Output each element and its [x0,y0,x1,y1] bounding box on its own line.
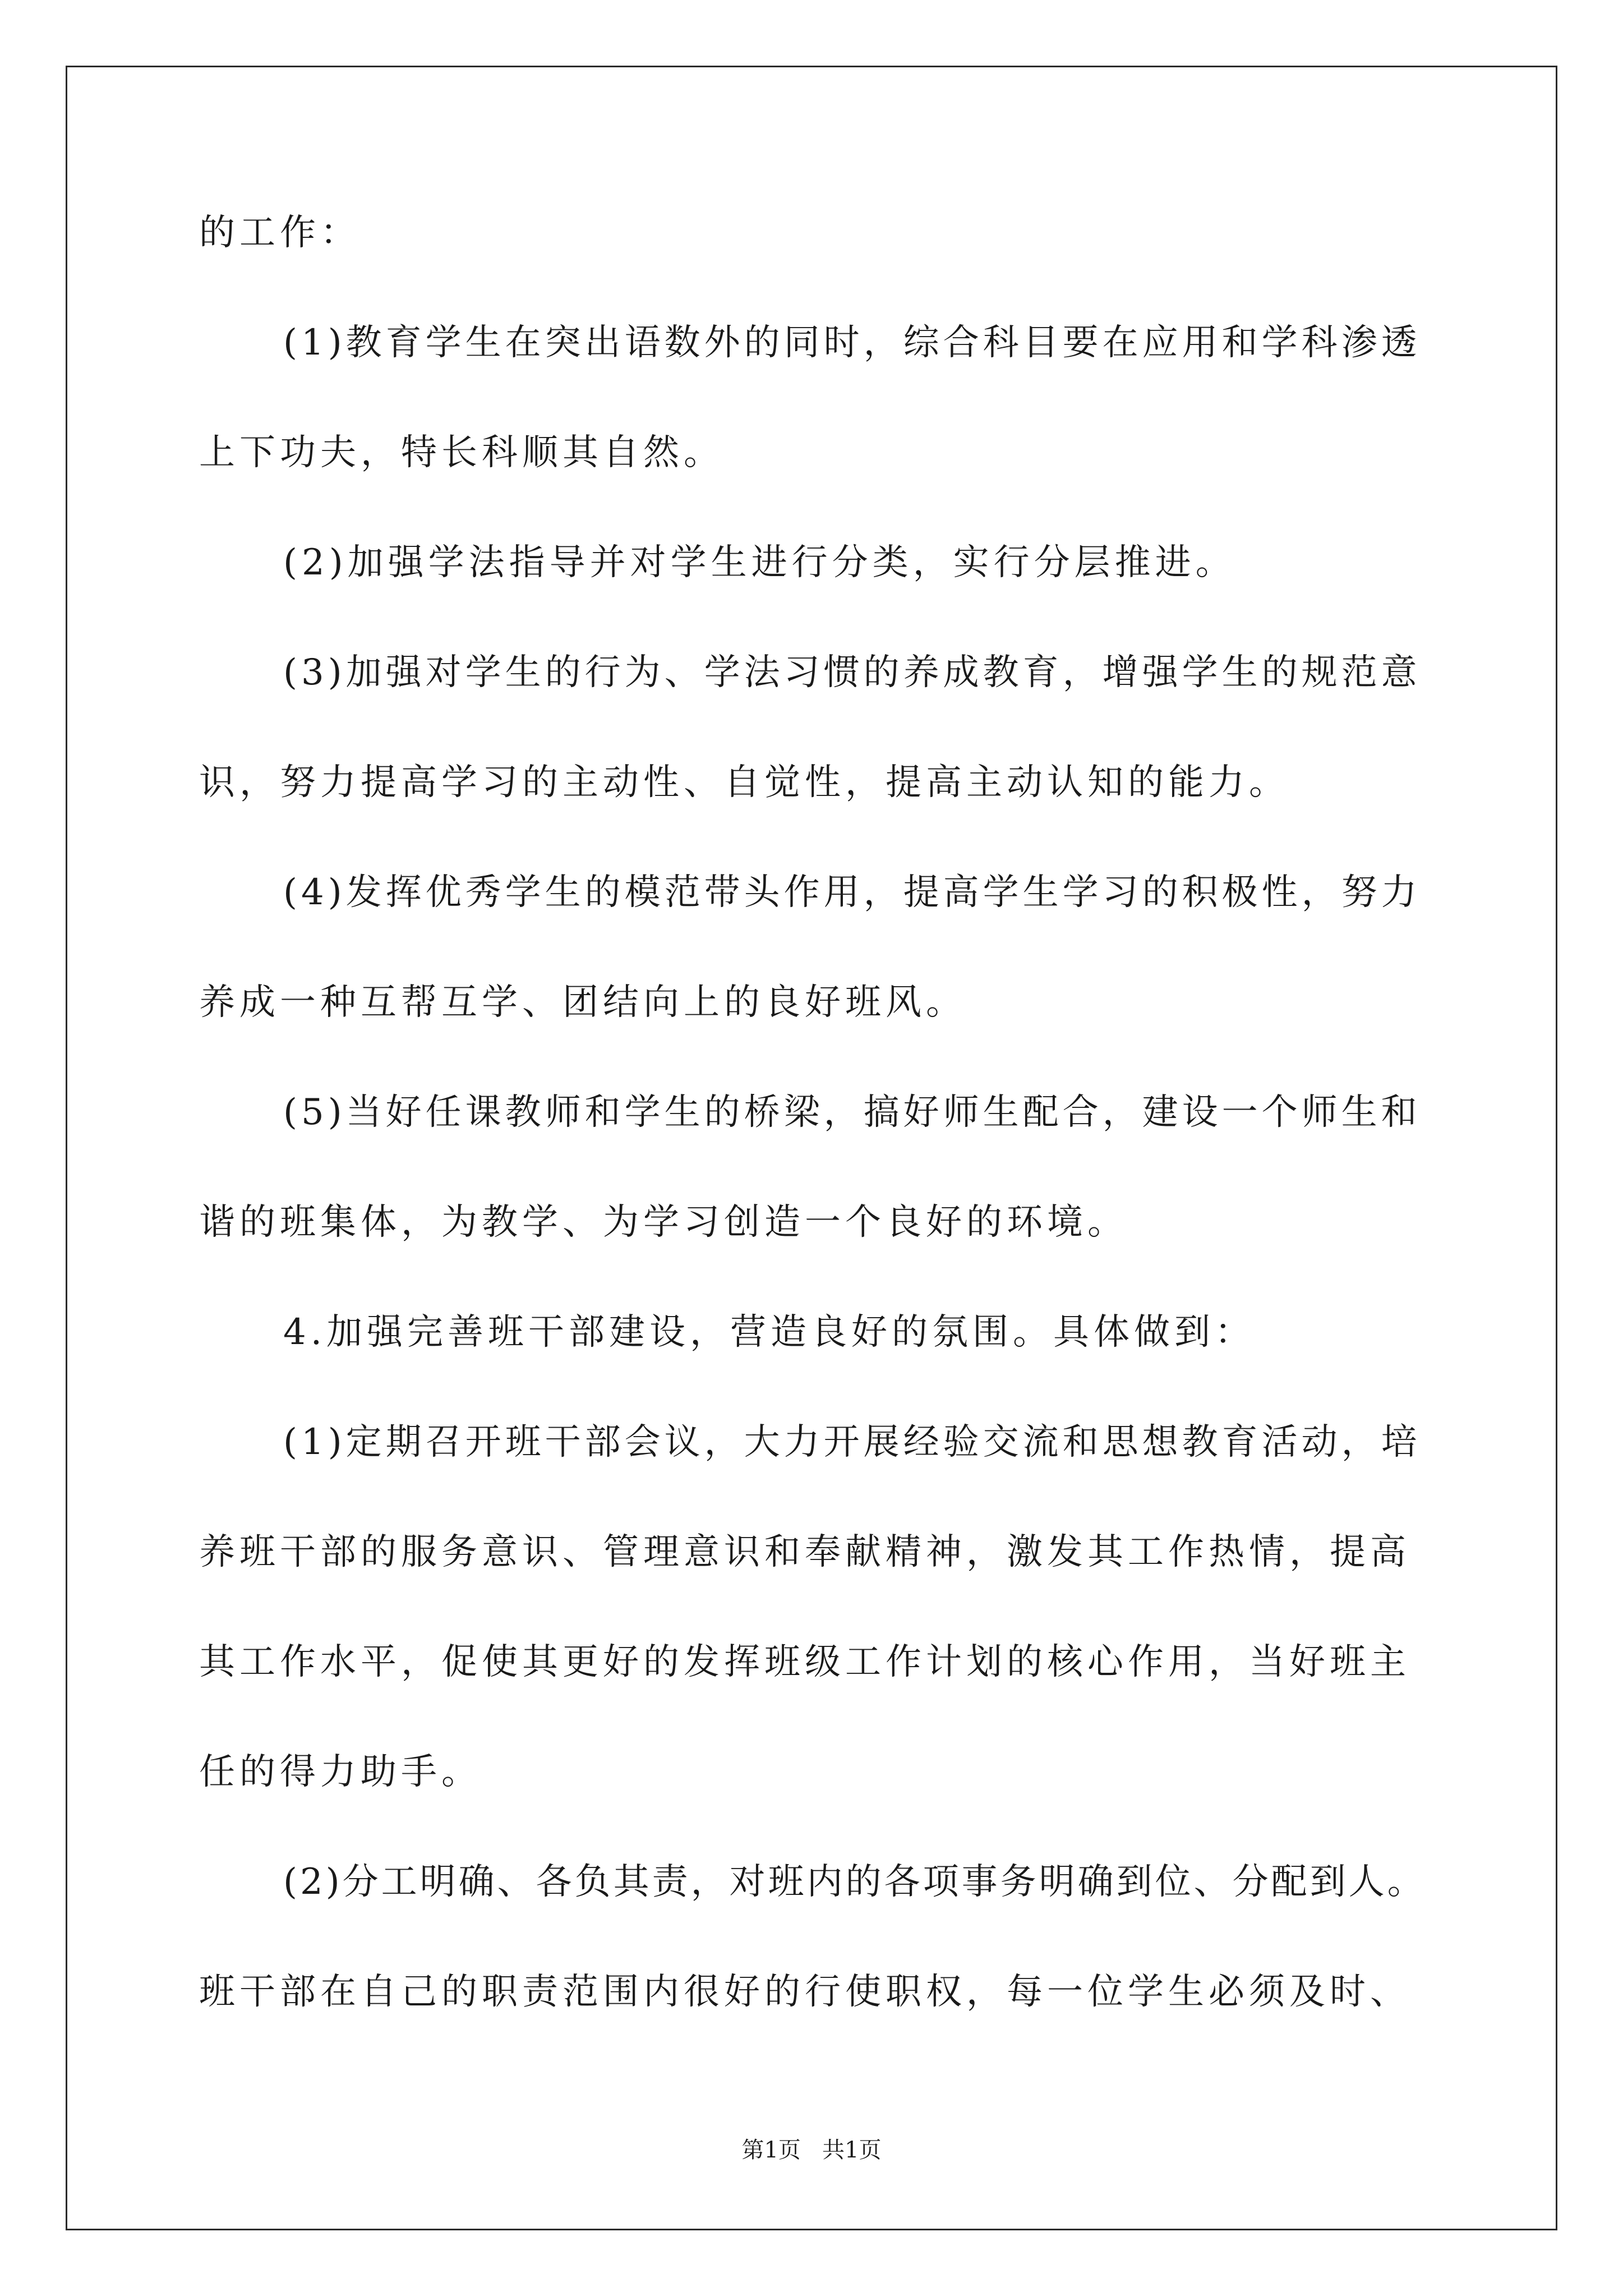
text-line: 养成一种互帮互学、团结向上的良好班风。 [199,982,966,1023]
text-line: (2)加强学法指导并对学生进行分类，实行分层推进。 [283,542,1236,583]
text-line: (1)定期召开班干部会议，大力开展经验交流和思想教育活动，培 [283,1421,1421,1463]
text-line: 谐的班集体，为教学、为学习创造一个良好的环境。 [199,1202,1128,1243]
page-frame [66,66,1557,2230]
page-number: 第1页 共1页 [741,2137,882,2163]
text-line: 其工作水平，促使其更好的发挥班级工作计划的核心作用，当好班主 [199,1641,1410,1683]
text-line: (5)当好任课教师和学生的桥梁，搞好师生配合，建设一个师生和 [283,1092,1421,1133]
text-line: 4.加强完善班干部建设，营造良好的氛围。具体做到： [283,1312,1256,1353]
text-line: (4)发挥优秀学生的模范带头作用，提高学生学习的积极性，努力 [283,872,1421,913]
text-line: 的工作： [199,212,361,254]
text-line: 任的得力助手。 [199,1751,482,1793]
text-line: 识，努力提高学习的主动性、自觉性，提高主动认知的能力。 [199,762,1289,803]
text-line: 养班干部的服务意识、管理意识和奉献精神，激发其工作热情，提高 [199,1531,1410,1573]
text-line: (3)加强对学生的行为、学法习惯的养成教育，增强学生的规范意 [283,652,1421,693]
text-line: 上下功夫，特长科顺其自然。 [199,432,724,473]
text-line: 班干部在自己的职责范围内很好的行使职权，每一位学生必须及时、 [199,1971,1410,2013]
text-line: (1)教育学生在突出语数外的同时，综合科目要在应用和学科渗透 [283,322,1421,364]
text-line: (2)分工明确、各负其责，对班内的各项事务明确到位、分配到人。 [283,1861,1426,1903]
